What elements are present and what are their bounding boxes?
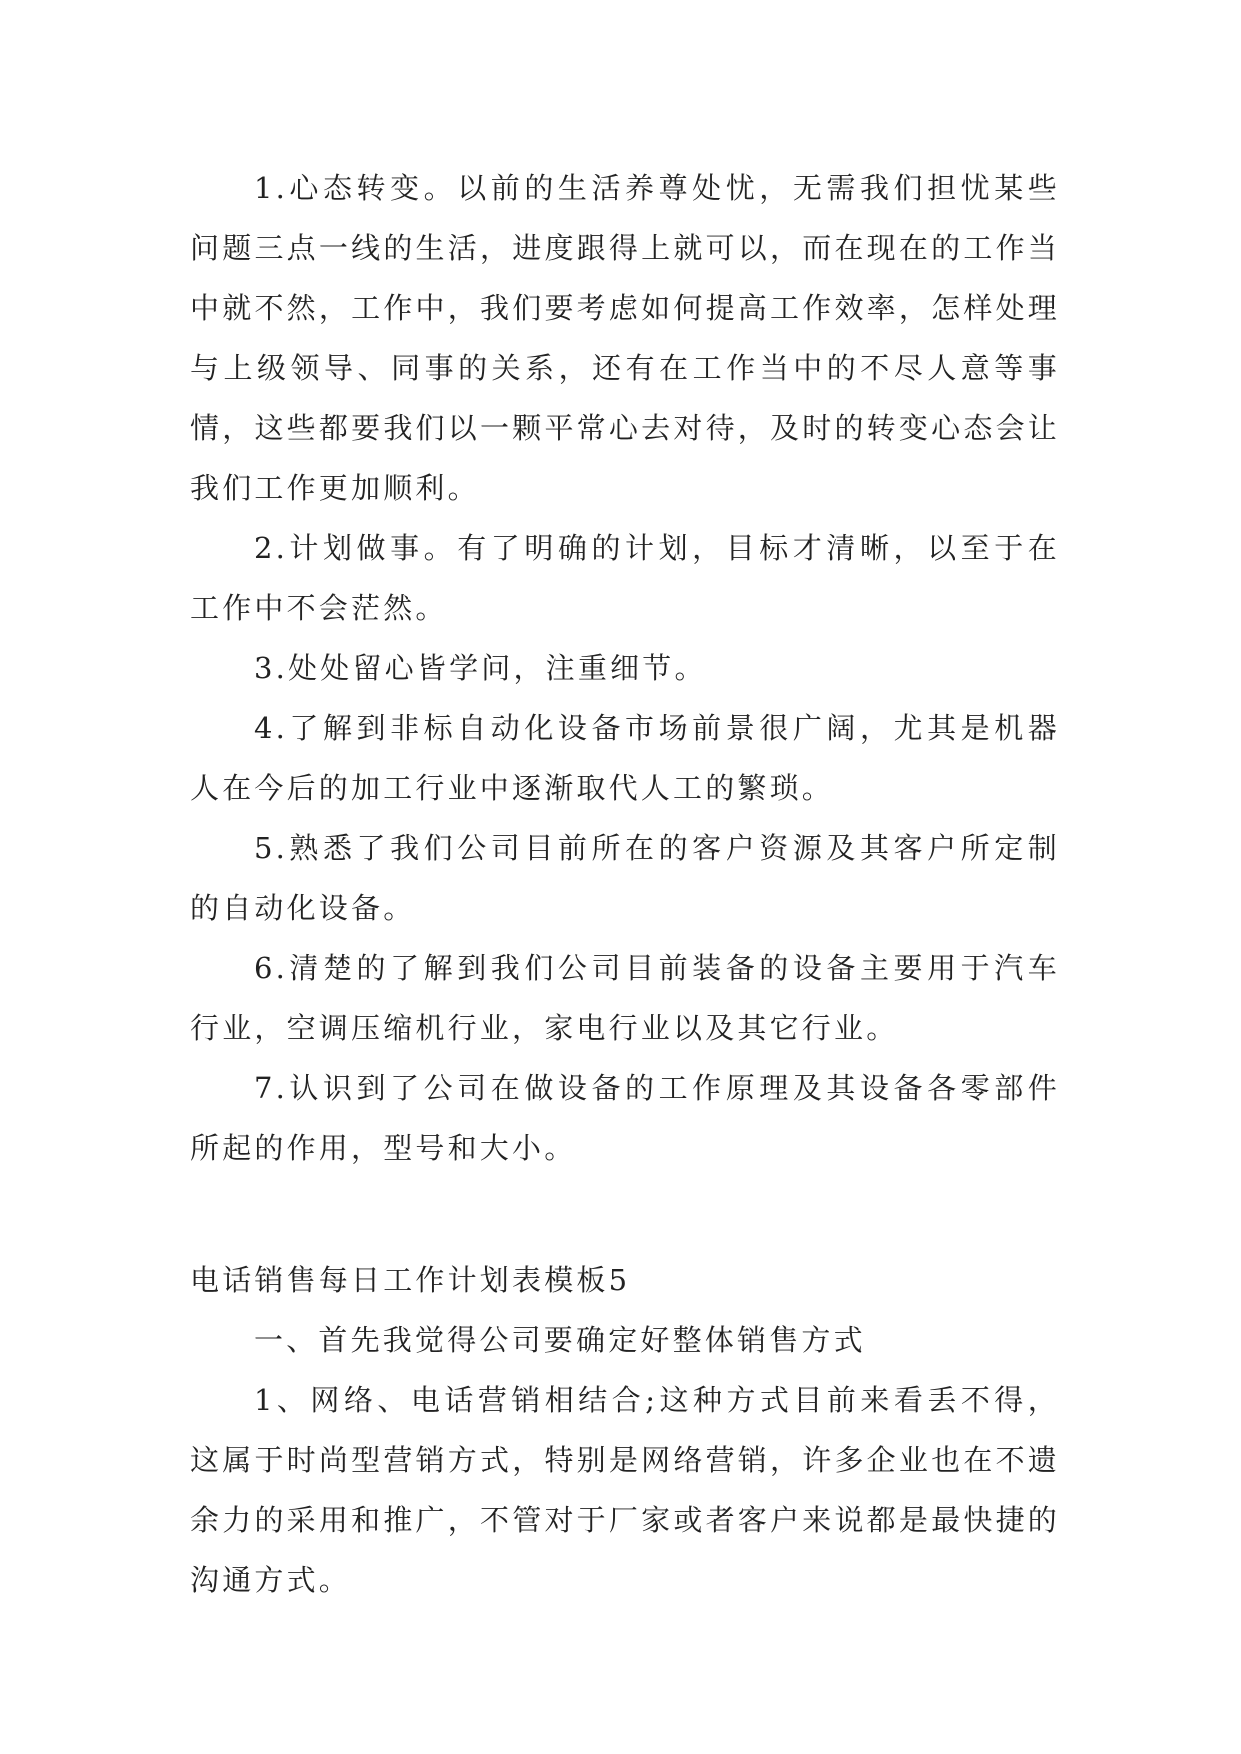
paragraph-sales-method-heading: 一、首先我觉得公司要确定好整体销售方式	[254, 1323, 866, 1357]
paragraph-attention-detail: 3.处处留心皆学问，注重细节。	[254, 651, 707, 685]
document-body	[190, 158, 1060, 1610]
paragraph-online-phone-marketing: 1、网络、电话营销相结合;这种方式目前来看丢不得，这属于时尚型营销方式，特别是网络营销，许多企业也在不遗余力的采用和推广，不管对于厂家或者客户来说都是最快捷的沟通方式。	[190, 1383, 1060, 1597]
paragraph-customer-resources: 5.熟悉了我们公司目前所在的客户资源及其客户所定制的自动化设备。	[190, 831, 1060, 925]
paragraph-market-outlook: 4.了解到非标自动化设备市场前景很广阔，尤其是机器人在今后的加工行业中逐渐取代人工的繁琐。	[190, 711, 1060, 805]
paragraph-mindset-change: 1.心态转变。以前的生活养尊处忧，无需我们担忧某些问题三点一线的生活，进度跟得上就可以，而在现在的工作当中就不然，工作中，我们要考虑如何提高工作效率，怎样处理与上级领导、同事的关系，还有在工作当中的不尽人意等事情，这些都要我们以一颗平常心去对待，及时的转变心态会让我们工作更加顺利。	[190, 171, 1060, 505]
paragraph-working-principle: 7.认识到了公司在做设备的工作原理及其设备各零部件所起的作用，型号和大小。	[190, 1071, 1060, 1165]
section-title: 电话销售每日工作计划表模板5	[190, 1263, 631, 1297]
paragraph-plan-work: 2.计划做事。有了明确的计划，目标才清晰，以至于在工作中不会茫然。	[190, 531, 1060, 625]
paragraph-equipment-usage: 6.清楚的了解到我们公司目前装备的设备主要用于汽车行业，空调压缩机行业，家电行业以及其它行业。	[190, 951, 1060, 1045]
